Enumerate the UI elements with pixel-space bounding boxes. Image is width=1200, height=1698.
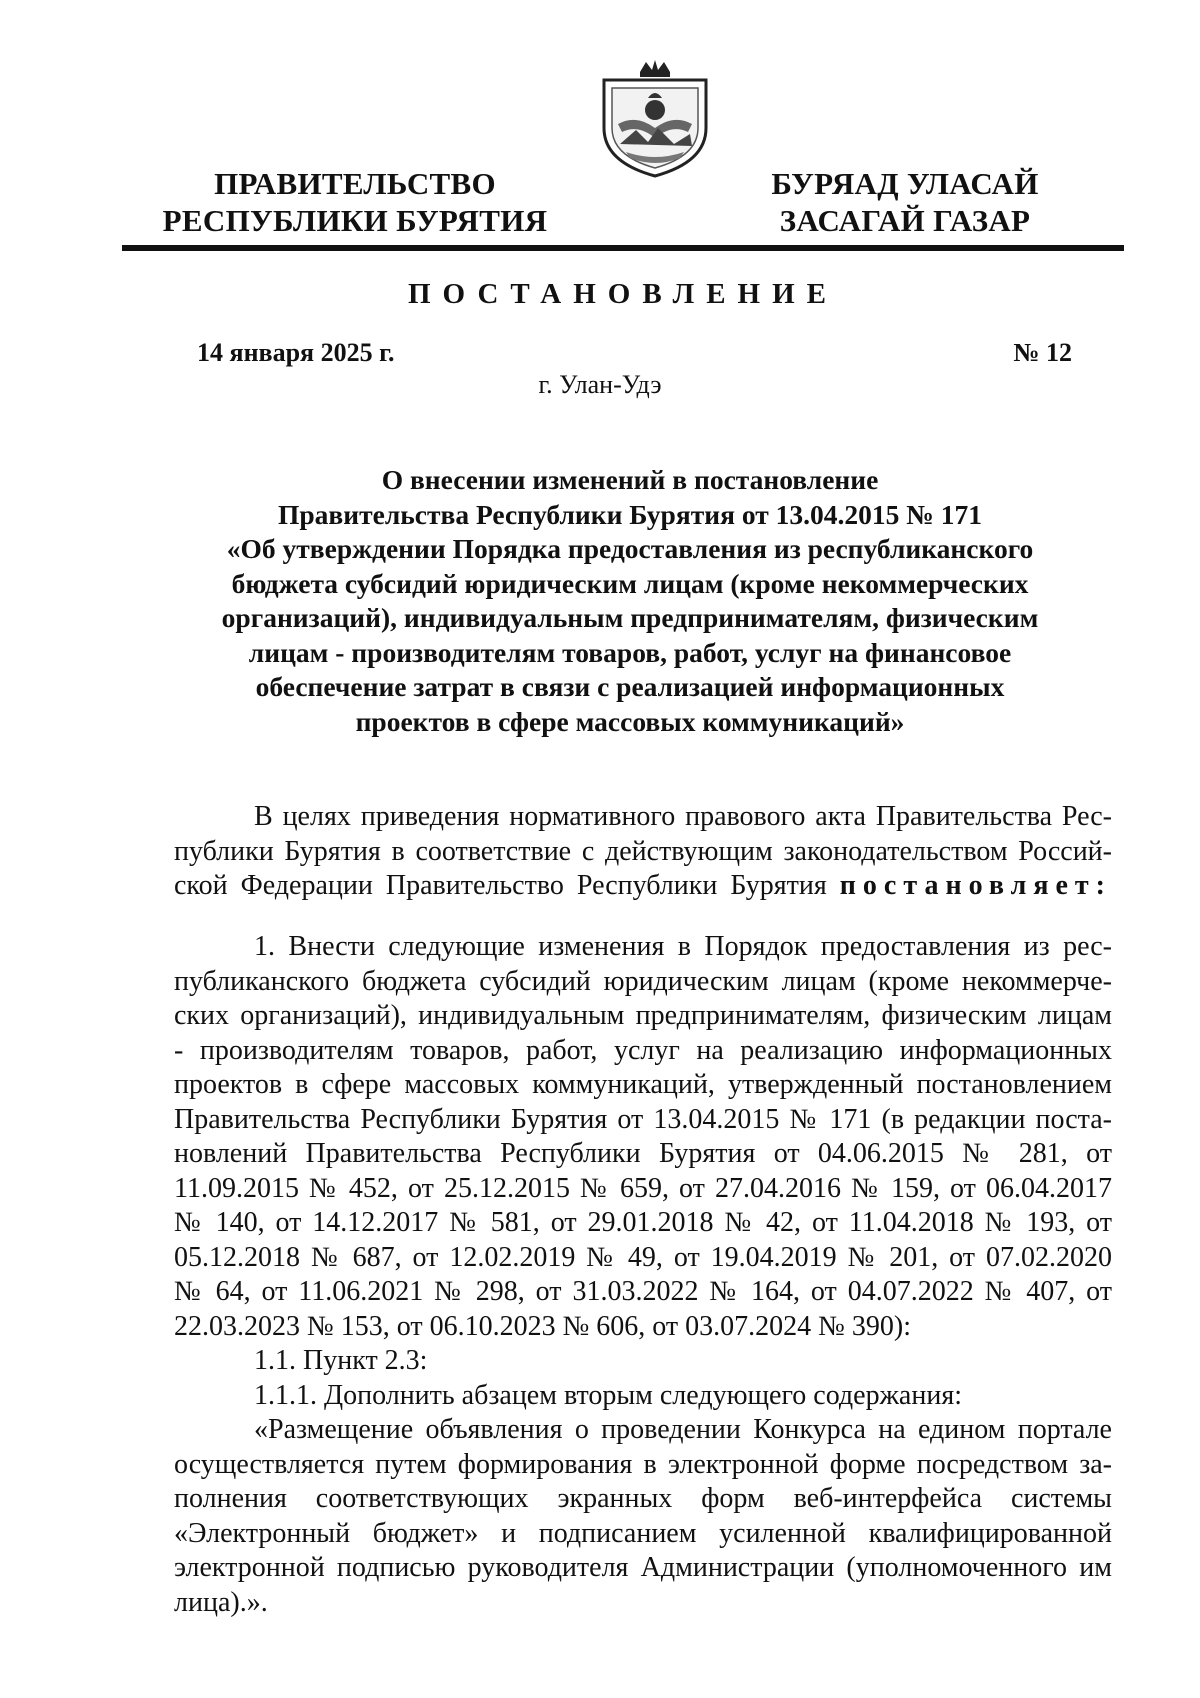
subject-line: организаций), индивидуальным предпринимателям, физическим xyxy=(221,602,1039,633)
subject-line: проектов в сфере массовых коммуникаций» xyxy=(355,705,905,737)
preamble-paragraph xyxy=(174,800,1112,904)
document-title: ПОСТАНОВЛЕНИЕ xyxy=(407,278,838,310)
item-1-line: 05.12.2018 № 687, от 12.02.2019 № 49, от 19.04.2019 № 201, от 07.02.2020 xyxy=(174,1241,1112,1273)
quote-line: лица).». xyxy=(174,1586,268,1618)
preamble-text: ской Федерации Правительство Республики Бурятия xyxy=(174,870,840,901)
document-number: № 12 xyxy=(1013,338,1072,367)
resolves-keyword: постановляет: xyxy=(839,870,1112,901)
government-name-buryat xyxy=(735,165,1075,239)
document-city: г. Улан-Удэ xyxy=(538,370,662,399)
coat-of-arms-icon xyxy=(596,58,714,178)
quote-line: полнения соответствующих экранных форм веб-интерфейса системы xyxy=(174,1483,1112,1514)
government-name-line2: РЕСПУБЛИКИ БУРЯТИЯ xyxy=(162,203,548,238)
quote-line: «Электронный бюджет» и подписанием усиленной квалифицированной xyxy=(174,1517,1112,1549)
government-name-line1: ПРАВИТЕЛЬСТВО xyxy=(214,166,496,201)
item-1-line: № 140, от 14.12.2017 № 581, от 29.01.2018 № 42, от 11.04.2018 № 193, от xyxy=(174,1207,1112,1238)
item-1-paragraph xyxy=(174,930,1112,1620)
quote-line: осуществляется путем формирования в электронной форме посредством за- xyxy=(174,1448,1112,1480)
quote-line: «Размещение объявления о проведении Конкурса на едином портале xyxy=(254,1414,1112,1445)
item-1-line: Правительства Республики Бурятия от 13.04.2015 № 171 (в редакции поста- xyxy=(174,1103,1112,1135)
preamble-line xyxy=(174,869,1112,904)
quote-line: электронной подписью руководителя Администрации (уполномоченного им xyxy=(174,1552,1112,1583)
government-name-buryat-line1: БУРЯАД УЛАСАЙ xyxy=(771,166,1039,201)
item-1-1-1: 1.1.1. Дополнить абзацем вторым следующего содержания: xyxy=(254,1379,962,1411)
item-1-line: 1. Внести следующие изменения в Порядок предоставления из рес- xyxy=(254,931,1112,962)
subject-line: лицам - производителям товаров, работ, услуг на финансовое xyxy=(248,636,1012,668)
subject-line: «Об утверждении Порядка предоставления из республиканского xyxy=(226,533,1034,564)
document-subject xyxy=(150,463,1110,739)
item-1-line: 11.09.2015 № 452, от 25.12.2015 № 659, от 27.04.2016 № 159, от 06.04.2017 xyxy=(174,1172,1112,1204)
government-name-russian xyxy=(160,165,550,239)
item-1-line: публиканского бюджета субсидий юридическим лицам (кроме некоммерче- xyxy=(174,965,1112,997)
item-1-line: проектов в сфере массовых коммуникаций, утвержденный постановлением xyxy=(174,1069,1112,1100)
document-date: 14 января 2025 г. xyxy=(197,338,395,367)
header-divider xyxy=(122,245,1124,251)
item-1-line: новлений Правительства Республики Бурятия от 04.06.2015 № 281, от xyxy=(174,1138,1112,1169)
government-name-buryat-line2: ЗАСАГАЙ ГАЗАР xyxy=(779,203,1031,238)
subject-line: бюджета субсидий юридическим лицам (кроме некоммерческих xyxy=(231,567,1029,599)
subject-line: О внесении изменений в постановление xyxy=(381,464,879,495)
preamble-line: публики Бурятия в соответствие с действующим законодательством Россий- xyxy=(174,835,1112,867)
item-1-1: 1.1. Пункт 2.3: xyxy=(254,1345,428,1376)
item-1-line: 22.03.2023 № 153, от 06.10.2023 № 606, от 03.07.2024 № 390): xyxy=(174,1310,911,1342)
subject-line: обеспечение затрат в связи с реализацией информационных xyxy=(255,671,1005,702)
item-1-line: № 64, от 11.06.2021 № 298, от 31.03.2022 № 164, от 04.07.2022 № 407, от xyxy=(174,1276,1112,1307)
subject-line: Правительства Республики Бурятия от 13.04.2015 № 171 xyxy=(277,498,982,530)
preamble-line: В целях приведения нормативного правового акта Правительства Рес- xyxy=(254,801,1112,832)
item-1-line: - производителям товаров, работ, услуг на реализацию информационных xyxy=(174,1034,1112,1066)
item-1-line: ских организаций), индивидуальным предпринимателям, физическим лицам xyxy=(174,1000,1112,1031)
